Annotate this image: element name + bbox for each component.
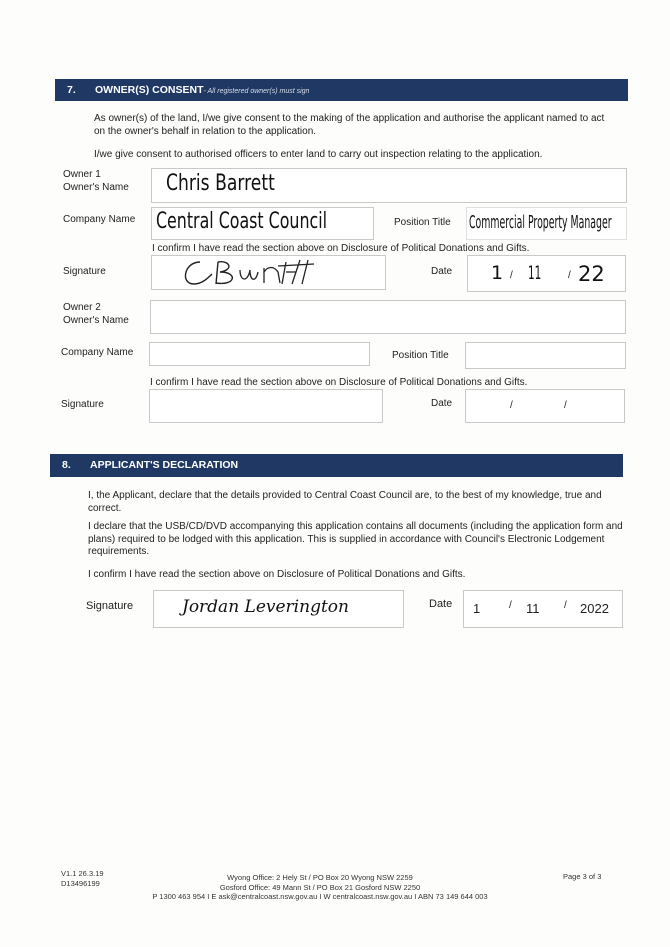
owner1-signature-field[interactable]: [151, 255, 386, 290]
owner1-date-sep1: /: [510, 270, 513, 281]
owner1-signature-label: Signature: [63, 266, 106, 277]
owner2-signature-field[interactable]: [149, 389, 383, 423]
footer-wyong-office: Wyong Office: 2 Hely St / PO Box 20 Wyong NSW 2259: [227, 873, 413, 882]
owner1-company-field[interactable]: [151, 207, 374, 240]
applicant-date-field[interactable]: [463, 590, 623, 628]
applicant-signature-label: Signature: [86, 600, 134, 612]
owner1-name-field[interactable]: [151, 168, 627, 203]
owner1-date-label: Date: [431, 266, 453, 277]
inspection-consent-paragraph: I/we give consent to authorised officers to enter land to carry out inspection relating to the application.: [94, 149, 543, 160]
applicant-date-month: 11: [526, 601, 540, 616]
owner1-date-month: 11: [528, 262, 542, 284]
owner1-confirm-text: I confirm I have read the section above on Disclosure of Political Donations and Gifts.: [152, 243, 530, 254]
footer-page-number: Page 3 of 3: [563, 872, 602, 881]
declaration-paragraph-2: I declare that the USB/CD/DVD accompanying this application contains all documents (including the application form and plans) required to be lodged with this application. This is supplied in accordance with Council's Electronic Lodgement requirements.: [88, 521, 623, 557]
owner-consent-paragraph: As owner(s) of the land, I/we give consent to the making of the application and authorise the applicant named to act on the owner's behalf in relation to the application.: [94, 113, 605, 137]
applicant-signature-value: Jordan Leverington: [182, 597, 349, 617]
owner1-date-field[interactable]: [467, 255, 626, 292]
owner1-date-sep2: /: [568, 270, 571, 281]
applicant-date-year: 2022: [580, 601, 609, 616]
owner1-signature-mark: [178, 256, 328, 290]
footer-gosford-office: Gosford Office: 49 Mann St / PO Box 21 Gosford NSW 2250: [219, 882, 421, 892]
owner2-date-field[interactable]: [465, 389, 625, 423]
applicant-signature-field[interactable]: [153, 590, 404, 628]
footer-contact-details: P 1300 463 954 I E ask@centralcoast.nsw.gov.au I W centralcoast.nsw.gov.au I ABN 73 149 644 003: [152, 892, 488, 901]
owner2-date-sep1: /: [510, 400, 513, 411]
section-8-header: [50, 454, 623, 477]
owner2-confirm-text: I confirm I have read the section above on Disclosure of Political Donations and Gifts.: [150, 377, 528, 388]
owner1-date-day: 1: [491, 262, 504, 284]
owner1-label-line1: Owner 1: [63, 169, 101, 180]
owner1-position-value: Commercial Property Manager: [469, 212, 612, 233]
owner1-company-label: Company Name: [63, 214, 136, 225]
section-subtitle: - All registered owner(s) must sign: [203, 88, 310, 95]
footer-version: V1.1 26.3.19: [61, 869, 104, 878]
owner2-date-sep2: /: [564, 400, 567, 411]
owner2-company-label: Company Name: [61, 347, 134, 358]
declaration-paragraph-1: I, the Applicant, declare that the details provided to Central Coast Council are, to the best of my knowledge, true and correct.: [88, 490, 602, 514]
section-number: 7.: [67, 84, 76, 96]
owner1-position-field[interactable]: [466, 207, 627, 240]
owner2-position-field[interactable]: [465, 342, 626, 369]
owner1-label: [63, 168, 129, 194]
owner2-label-line1: Owner 2: [63, 302, 101, 313]
section-title: APPLICANT'S DECLARATION: [90, 459, 239, 471]
section-title: OWNER(S) CONSENT- All registered owner(s) must sign: [95, 84, 310, 96]
owner1-company-value: Central Coast Council: [156, 209, 328, 234]
footer-contact-block: [120, 873, 520, 902]
owner2-label: [63, 301, 129, 327]
owner2-label-line2: Owner's Name: [63, 315, 129, 326]
owner1-label-line2: Owner's Name: [63, 182, 129, 193]
footer-version-block: [61, 869, 104, 888]
declaration-paragraph-3: I confirm I have read the section above on Disclosure of Political Donations and Gifts.: [88, 569, 466, 580]
owner2-signature-label: Signature: [61, 399, 104, 410]
applicant-date-day: 1: [473, 601, 481, 616]
section-7-header: [55, 79, 628, 101]
owner2-date-label: Date: [431, 398, 453, 409]
owner1-date-year: 22: [578, 262, 605, 286]
owner2-name-field[interactable]: [150, 300, 626, 334]
section-number: 8.: [62, 459, 71, 471]
applicant-date-label: Date: [429, 598, 453, 610]
applicant-date-sep2: /: [564, 600, 567, 611]
owner1-name-value: Chris Barrett: [166, 171, 275, 196]
applicant-date-sep1: /: [509, 600, 512, 611]
owner2-company-field[interactable]: [149, 342, 370, 366]
owner1-position-label: Position Title: [394, 217, 451, 228]
owner2-position-label: Position Title: [392, 350, 449, 361]
footer-doc-id: D13496199: [61, 878, 100, 888]
